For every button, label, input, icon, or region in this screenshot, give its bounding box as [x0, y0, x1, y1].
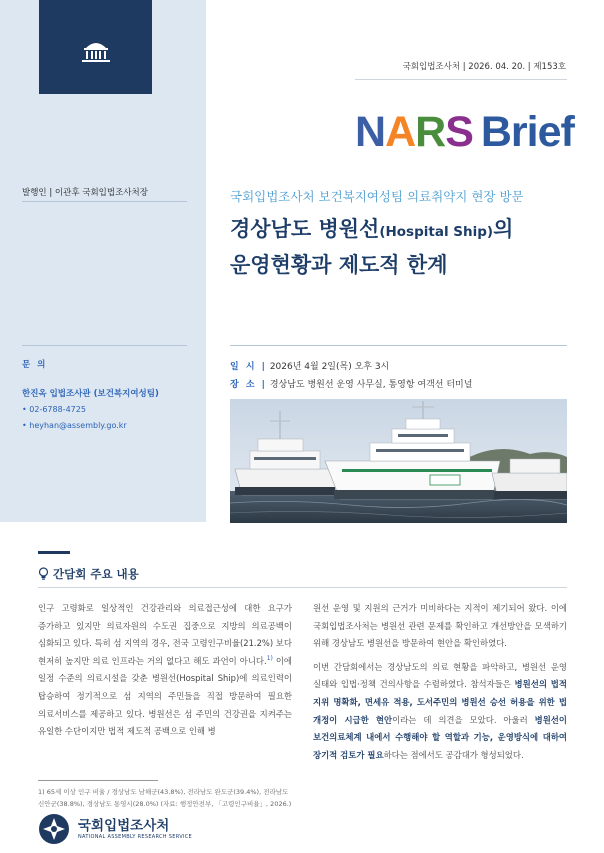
brand-n: N [355, 108, 386, 156]
title-line-2: 운영현황과 제도적 한계 [230, 253, 448, 277]
org-name: 국회입법조사처 [78, 818, 170, 834]
contact-name: 한진옥 입법조사관 (보건복지여성팀) [22, 389, 159, 399]
emphasis-text: 병원선의 법적 지위 명확화, 면세유 적용, 도서주민의 병원선 승선 허용을 위한 법 개정이 시급한 현안 [313, 679, 567, 725]
paragraph-text: 이번 간담회에서는 경상남도의 의료 현황을 파악하고, 병원선 운영 실태와 입법·정책 건의사항을 수렴하였다. 참석자들은 [313, 661, 567, 690]
footnote-divider [38, 780, 158, 781]
title-part-a: 경상남도 병원선 [230, 217, 380, 241]
inquiry-label: 문 의 [22, 360, 48, 370]
brand-s: S [445, 108, 473, 156]
body-column-right [313, 600, 567, 770]
emphasis-text: 병원선이 보건의료체계 내에서 수행해야 할 역할과 기능, 운영방식에 대하여 장기적 검토가 필요 [313, 714, 567, 760]
assembly-building-icon [75, 38, 117, 64]
footnote: 1) 65세 이상 인구 비율 / 경상남도 남해군(43.8%), 전라남도 완도군(39.4%), 전라남도 신안군(38.8%), 경상남도 통영시(28.0%) (자료: 행정안전부, 「고령인구비율」, 2026.) [38, 788, 292, 808]
section-accent-bar [38, 551, 70, 554]
place-label: 장 소 | [230, 380, 267, 390]
lightbulb-icon [38, 567, 49, 580]
section-heading [38, 566, 139, 582]
body-column-left [38, 600, 292, 747]
paragraph-text: 하다는 점에서도 공감대가 형성되었다. [383, 749, 524, 760]
event-place [230, 377, 472, 390]
article-subtitle: 국회입법조사처 보건복지여성팀 의료취약지 현장 방문 [230, 189, 524, 204]
paragraph: 원선 운영 및 지원의 근거가 미비하다는 지적이 제기되어 왔다. 이에 국회입법조사처는 병원선 관련 문제를 확인하고 개선방안을 모색하기 위해 경상남도 병원선을 방문하여 현안을 확인하였다. [313, 603, 567, 649]
footnote-ref[interactable]: 1) [266, 654, 273, 662]
paragraph-text: 이에 일정 수준의 의료시설을 갖춘 병원선(Hospital Ship)에 의료인력이 탑승하여 정기적으로 섬 지역의 주민들을 직접 방문하여 필요한 의료서비스를 제공하고 있다. 병원선은 섬 주민의 건강권을 지켜주는 유일한 수단이지만 법적 제도적 공백으로 인해 병 [38, 655, 293, 737]
date-label: 일 시 | [230, 362, 267, 372]
article-title [230, 213, 513, 282]
paragraph-text: 인구 고령화로 일상적인 건강관리와 의료접근성에 대한 요구가 증가하고 있지만 의료자원의 수도권 집중으로 지방의 의료공백이 심화되고 있다. 특히 섬 지역의 경우, 전국 고령인구비율(21.2%) 보다 현저히 높지만 의료 인프라는 거의 없다고 해도 과언이 아니다. [38, 603, 292, 666]
brand-r: R [415, 108, 446, 156]
contact-email[interactable]: • heyhan@assembly.go.kr [22, 421, 127, 430]
paragraph [38, 600, 292, 741]
date-value: 2026년 4월 2일(목) 오후 3시 [269, 362, 390, 372]
sidebar [0, 0, 206, 522]
place-value: 경상남도 병원선 운영 사무실, 통영항 여객선 터미널 [269, 380, 473, 390]
paragraph [313, 659, 567, 765]
divider [22, 201, 187, 202]
nars-emblem-icon [38, 813, 70, 845]
section-title: 간담회 주요 내용 [53, 567, 139, 581]
divider [355, 79, 567, 80]
issue-meta: 국회입법조사처 | 2026. 04. 20. | 제153호 [402, 62, 566, 72]
title-part-b: 의 [493, 217, 514, 241]
paragraph-text: 이라는 데 의견을 모았다. 아울러 [392, 714, 535, 725]
brand-a: A [385, 108, 416, 156]
brand-brief: Brief [480, 108, 574, 156]
divider [230, 345, 567, 346]
nars-brief-logo [355, 108, 574, 156]
assembly-logo-box [39, 0, 152, 94]
title-paren: (Hospital Ship) [379, 224, 494, 240]
event-date [230, 359, 389, 372]
contact-phone: • 02-6788-4725 [22, 405, 86, 414]
hospital-ship-photo [230, 399, 567, 523]
org-name-english: NATIONAL ASSEMBLY RESEARCH SERVICE [78, 834, 192, 840]
divider [38, 587, 567, 588]
divider [22, 345, 187, 346]
publisher: 발행인 | 이관후 국회입법조사처장 [22, 188, 148, 198]
